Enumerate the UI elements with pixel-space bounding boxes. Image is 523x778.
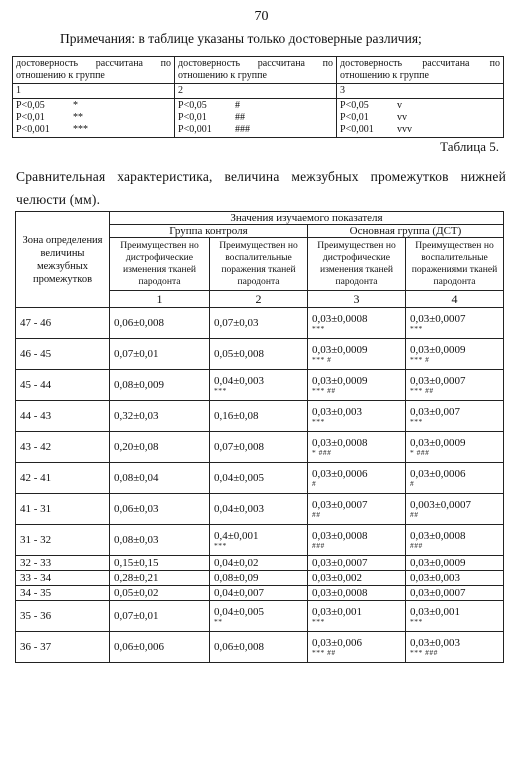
value-text: 0,03±0,002	[312, 572, 363, 584]
significance-marks: ##	[312, 510, 321, 519]
zone-cell: 47 - 46	[16, 308, 110, 339]
value-text: 0,03±0,0009	[410, 557, 466, 569]
value-text: 0,07±0,01	[114, 348, 159, 360]
notes-level-cell: P<0,01 **	[13, 112, 175, 124]
zone-cell: 31 - 32	[16, 525, 110, 556]
value-text: 0,08±0,04	[114, 472, 159, 484]
value-cell	[308, 401, 406, 432]
significance-marks: ***	[214, 541, 227, 550]
notes-level-cell: P<0,05 #	[175, 99, 337, 113]
notes-level-cell: P<0,001 vvv	[337, 124, 504, 138]
value-text: 0,03±0,001	[312, 606, 363, 618]
value-text: 0,07±0,008	[214, 441, 265, 453]
value-text: 0,06±0,03	[114, 503, 159, 515]
column-number: 1	[110, 291, 210, 308]
notes-level-cell: P<0,05 *	[13, 99, 175, 113]
value-text: 0,03±0,003	[410, 637, 461, 649]
significance-marks: ***	[410, 617, 423, 626]
value-text: 0,03±0,0007	[410, 587, 466, 599]
notes-level-cell: P<0,001 ###	[175, 124, 337, 138]
value-text: 0,03±0,003	[312, 406, 363, 418]
notes-level-cell: P<0,01 ##	[175, 112, 337, 124]
zone-header: Зона определения величины межзубных промежутков	[16, 212, 110, 308]
value-text: 0,03±0,0006	[410, 468, 466, 480]
significance-marks: ***	[312, 617, 325, 626]
value-cell	[308, 586, 406, 601]
value-text: 0,07±0,03	[214, 317, 259, 329]
value-cell	[308, 601, 406, 632]
value-cell	[406, 586, 504, 601]
table-caption: Сравнительная характеристика, величина межзубных промежутков нижней челюсти (мм).	[16, 169, 506, 207]
value-text: 0,4±0,001	[214, 530, 259, 542]
significance-marks: *** ##	[312, 386, 336, 395]
significance-marks: ###	[410, 541, 423, 550]
subgroup-header: Преимуществен но дистрофические изменения тканей пародонта	[110, 238, 210, 291]
significance-marks: * ###	[312, 448, 332, 457]
value-cell	[308, 432, 406, 463]
value-cell	[406, 432, 504, 463]
value-cell	[110, 525, 210, 556]
value-cell	[308, 494, 406, 525]
value-text: 0,20±0,08	[114, 441, 159, 453]
value-text: 0,03±0,0008	[312, 437, 368, 449]
value-cell	[210, 463, 308, 494]
value-cell	[406, 370, 504, 401]
value-text: 0,03±0,0007	[312, 499, 368, 511]
notes-level-cell: P<0,001 ***	[13, 124, 175, 138]
value-cell	[210, 494, 308, 525]
table-row	[16, 601, 504, 632]
value-cell	[110, 308, 210, 339]
value-cell	[406, 308, 504, 339]
value-text: 0,07±0,01	[114, 610, 159, 622]
value-text: 0,03±0,007	[410, 406, 461, 418]
group-main-header: Основная группа (ДСТ)	[308, 225, 504, 238]
significance-marks: *** #	[312, 355, 332, 364]
subgroup-header: Преимуществен но дистрофические изменения тканей пародонта	[308, 238, 406, 291]
notes-group-number: 3	[337, 84, 504, 99]
notes-level-cell: P<0,05 v	[337, 99, 504, 113]
zone-cell: 33 - 34	[16, 571, 110, 586]
value-text: 0,04±0,005	[214, 472, 265, 484]
value-text: 0,05±0,02	[114, 587, 159, 599]
value-cell	[210, 308, 308, 339]
column-number: 2	[210, 291, 308, 308]
value-text: 0,04±0,003	[214, 375, 265, 387]
value-cell	[406, 339, 504, 370]
value-text: 0,003±0,0007	[410, 499, 472, 511]
value-cell	[406, 401, 504, 432]
value-cell	[308, 370, 406, 401]
value-cell	[110, 556, 210, 571]
table-row	[16, 525, 504, 556]
value-cell	[406, 494, 504, 525]
significance-marks: **	[214, 617, 223, 626]
value-cell	[406, 463, 504, 494]
value-cell	[308, 632, 406, 663]
value-text: 0,03±0,0008	[312, 313, 368, 325]
value-cell	[406, 601, 504, 632]
value-text: 0,03±0,0008	[312, 530, 368, 542]
significance-marks: #	[410, 479, 415, 488]
value-cell	[110, 339, 210, 370]
zone-cell: 35 - 36	[16, 601, 110, 632]
table-row	[16, 586, 504, 601]
page-number: 70	[254, 9, 269, 24]
value-text: 0,04±0,003	[214, 503, 265, 515]
value-cell	[110, 586, 210, 601]
value-cell	[210, 525, 308, 556]
value-cell	[308, 525, 406, 556]
table-row	[16, 432, 504, 463]
value-cell	[110, 494, 210, 525]
value-cell	[110, 571, 210, 586]
value-cell	[406, 571, 504, 586]
notes-level-cell: P<0,01 vv	[337, 112, 504, 124]
significance-marks: *** #	[410, 355, 430, 364]
table-row	[16, 463, 504, 494]
table-row	[16, 571, 504, 586]
value-text: 0,03±0,0008	[410, 530, 466, 542]
notes-header-1: достоверность рассчитана по отношению к группе	[13, 57, 175, 84]
subgroup-header: Преимуществен но воспалительные поражения тканей пародонта	[210, 238, 308, 291]
value-text: 0,03±0,0007	[410, 375, 466, 387]
value-text: 0,04±0,02	[214, 557, 259, 569]
significance-marks: ***	[410, 417, 423, 426]
table-row	[16, 556, 504, 571]
value-text: 0,28±0,21	[114, 572, 159, 584]
significance-marks: ###	[312, 541, 325, 550]
value-cell	[210, 556, 308, 571]
value-text: 0,15±0,15	[114, 557, 159, 569]
value-cell	[308, 556, 406, 571]
value-cell	[210, 401, 308, 432]
group-control-header: Группа контроля	[110, 225, 308, 238]
value-cell	[210, 339, 308, 370]
zone-cell: 45 - 44	[16, 370, 110, 401]
column-number: 4	[406, 291, 504, 308]
value-text: 0,03±0,0006	[312, 468, 368, 480]
value-text: 0,05±0,008	[214, 348, 265, 360]
zone-cell: 43 - 42	[16, 432, 110, 463]
notes-group-number: 1	[13, 84, 175, 99]
zone-cell: 46 - 45	[16, 339, 110, 370]
value-text: 0,03±0,003	[410, 572, 461, 584]
table-label: Таблица 5.	[440, 139, 499, 154]
value-text: 0,03±0,0009	[410, 344, 466, 356]
value-cell	[210, 601, 308, 632]
value-cell	[210, 370, 308, 401]
value-cell	[308, 308, 406, 339]
value-text: 0,03±0,0009	[410, 437, 466, 449]
zone-cell: 42 - 41	[16, 463, 110, 494]
value-cell	[308, 463, 406, 494]
value-cell	[110, 463, 210, 494]
value-text: 0,03±0,006	[312, 637, 363, 649]
significance-marks: *** ##	[410, 386, 434, 395]
value-cell	[210, 432, 308, 463]
significance-marks: #	[312, 479, 317, 488]
value-cell	[210, 586, 308, 601]
value-text: 0,03±0,001	[410, 606, 461, 618]
value-text: 0,06±0,008	[114, 317, 165, 329]
value-text: 0,03±0,0009	[312, 375, 368, 387]
table-row	[16, 494, 504, 525]
value-cell	[308, 339, 406, 370]
significance-marks: ##	[410, 510, 419, 519]
subgroup-header: Преимуществен но воспалительные поражениями тканей пародонта	[406, 238, 504, 291]
value-text: 0,03±0,0008	[312, 587, 368, 599]
zone-cell: 36 - 37	[16, 632, 110, 663]
zone-cell: 34 - 35	[16, 586, 110, 601]
significance-notes-table	[12, 56, 504, 138]
value-text: 0,06±0,008	[214, 641, 265, 653]
value-text: 0,32±0,03	[114, 410, 159, 422]
notes-header-3: достоверность рассчитана по отношению к группе	[337, 57, 504, 84]
value-cell	[406, 525, 504, 556]
value-text: 0,08±0,09	[214, 572, 259, 584]
zone-cell: 32 - 33	[16, 556, 110, 571]
table-row	[16, 370, 504, 401]
significance-marks: *** ###	[410, 648, 438, 657]
value-cell	[110, 601, 210, 632]
value-text: 0,03±0,0009	[312, 344, 368, 356]
value-text: 0,08±0,03	[114, 534, 159, 546]
zone-cell: 44 - 43	[16, 401, 110, 432]
value-cell	[110, 432, 210, 463]
value-text: 0,08±0,009	[114, 379, 165, 391]
notes-header-2: достоверность рассчитана по отношению к группе	[175, 57, 337, 84]
table-row	[16, 339, 504, 370]
notes-title: Примечания: в таблице указаны только достоверные различия;	[60, 31, 422, 46]
zone-cell: 41 - 31	[16, 494, 110, 525]
value-cell	[110, 632, 210, 663]
column-number: 3	[308, 291, 406, 308]
value-cell	[406, 632, 504, 663]
value-text: 0,03±0,0007	[312, 557, 368, 569]
value-cell	[110, 370, 210, 401]
values-header: Значения изучаемого показателя	[110, 212, 504, 225]
significance-marks: ***	[312, 417, 325, 426]
table-row	[16, 632, 504, 663]
significance-marks: *** ##	[312, 648, 336, 657]
value-text: 0,06±0,006	[114, 641, 165, 653]
value-cell	[308, 571, 406, 586]
significance-marks: * ###	[410, 448, 430, 457]
value-cell	[406, 556, 504, 571]
interdental-spaces-table	[15, 211, 504, 663]
significance-marks: ***	[410, 324, 423, 333]
value-cell	[210, 571, 308, 586]
table-row	[16, 308, 504, 339]
significance-marks: ***	[312, 324, 325, 333]
value-text: 0,04±0,007	[214, 587, 265, 599]
notes-group-number: 2	[175, 84, 337, 99]
value-text: 0,16±0,08	[214, 410, 259, 422]
value-cell	[110, 401, 210, 432]
table-row	[16, 401, 504, 432]
value-cell	[210, 632, 308, 663]
value-text: 0,04±0,005	[214, 606, 265, 618]
significance-marks: ***	[214, 386, 227, 395]
value-text: 0,03±0,0007	[410, 313, 466, 325]
